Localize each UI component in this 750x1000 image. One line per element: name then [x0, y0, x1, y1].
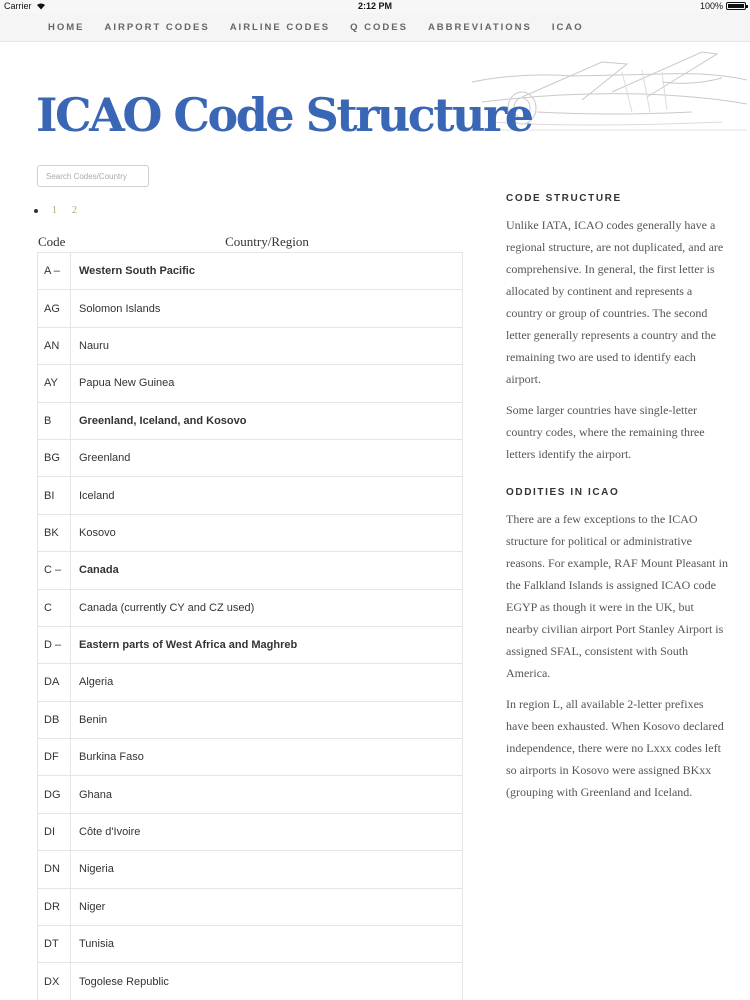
table-row	[38, 963, 463, 1000]
cell-code: AN	[38, 327, 71, 364]
page-link-2[interactable]: 2	[72, 205, 77, 216]
nav-item-q-codes[interactable]: Q CODES	[350, 21, 408, 33]
section-oddities	[506, 487, 728, 803]
table-row	[38, 514, 463, 551]
table-row	[38, 888, 463, 925]
cell-code: B	[38, 402, 71, 439]
cell-code: C –	[38, 552, 71, 589]
battery-icon	[726, 2, 746, 10]
table-row	[38, 477, 463, 514]
cell-code: D –	[38, 626, 71, 663]
cell-code: DB	[38, 701, 71, 738]
cell-code: BK	[38, 514, 71, 551]
codes-table	[37, 252, 463, 1000]
cell-country: Kosovo	[71, 514, 463, 551]
cell-country: Benin	[71, 701, 463, 738]
table-row	[38, 926, 463, 963]
cell-country: Canada (currently CY and CZ used)	[71, 589, 463, 626]
cell-country: Algeria	[71, 664, 463, 701]
cell-code: DR	[38, 888, 71, 925]
cell-code: AG	[38, 290, 71, 327]
table-row	[38, 701, 463, 738]
section-paragraph: Some larger countries have single-letter country codes, where the remaining three letters identify the airport.	[506, 403, 705, 461]
sidebar	[506, 190, 728, 812]
cell-country: Greenland, Iceland, and Kosovo	[71, 402, 463, 439]
cell-code: DG	[38, 776, 71, 813]
battery-percent: 100%	[699, 1, 723, 11]
table-region-row	[38, 626, 463, 663]
search-input[interactable]	[37, 165, 149, 187]
cell-country: Western South Pacific	[71, 253, 463, 290]
pagination	[34, 205, 92, 216]
cell-country: Togolese Republic	[71, 963, 463, 1000]
cell-code: C	[38, 589, 71, 626]
cell-country: Côte d'Ivoire	[71, 813, 463, 850]
table-row	[38, 439, 463, 476]
table-row	[38, 813, 463, 850]
page-link-1[interactable]: 1	[52, 205, 57, 216]
status-bar	[0, 0, 750, 13]
nav-item-abbreviations[interactable]: ABBREVIATIONS	[427, 21, 532, 33]
cell-country: Solomon Islands	[71, 290, 463, 327]
nav-item-airline-codes[interactable]: AIRLINE CODES	[229, 21, 331, 33]
nav-item-home[interactable]: HOME	[48, 21, 85, 33]
nav-list	[0, 13, 750, 41]
cell-code: BG	[38, 439, 71, 476]
table-row	[38, 664, 463, 701]
carrier-label: Carrier	[4, 1, 32, 11]
table-row	[38, 589, 463, 626]
cell-code: AY	[38, 365, 71, 402]
nav-item-icao[interactable]: ICAO	[551, 21, 584, 33]
cell-code: DT	[38, 926, 71, 963]
column-header-code: Code	[38, 234, 66, 249]
section-paragraph: In region L, all available 2-letter prefixes have been exhausted. When Kosovo declared independence, there were no Lxxx codes left so airports in Kosovo were assigned BKxx (grouping with Greenland and Iceland.	[506, 697, 724, 799]
section-heading: ODDITIES IN ICAO	[506, 487, 620, 498]
cell-country: Tunisia	[71, 926, 463, 963]
cell-country: Nauru	[71, 327, 463, 364]
status-time: 2:12 PM	[357, 1, 392, 11]
cell-code: BI	[38, 477, 71, 514]
cell-code: DN	[38, 851, 71, 888]
column-header-country: Country/Region	[225, 234, 309, 249]
top-nav	[0, 13, 750, 42]
table-row	[38, 851, 463, 888]
table-row	[38, 365, 463, 402]
section-paragraph: Unlike IATA, ICAO codes generally have a regional structure, are not duplicated, and are comprehensive. In general, the first letter is allocated by continent and represents a country or group of countries. The second letter generally represents a country and the remaining two are used to identify each airport.	[506, 218, 724, 386]
table-row	[38, 290, 463, 327]
codes-table-body	[38, 253, 463, 1000]
cell-code: DF	[38, 739, 71, 776]
cell-country: Burkina Faso	[71, 739, 463, 776]
cell-country: Papua New Guinea	[71, 365, 463, 402]
table-row	[38, 776, 463, 813]
cell-code: DX	[38, 963, 71, 1000]
cell-country: Iceland	[71, 477, 463, 514]
bullet-icon	[34, 209, 38, 213]
table-region-row	[38, 402, 463, 439]
table-header	[37, 233, 463, 251]
cell-code: A –	[38, 253, 71, 290]
section-heading: CODE STRUCTURE	[506, 193, 622, 204]
status-right	[700, 1, 746, 11]
nav-item-airport-codes[interactable]: AIRPORT CODES	[104, 21, 210, 33]
table-row	[38, 327, 463, 364]
cell-country: Canada	[71, 552, 463, 589]
cell-code: DI	[38, 813, 71, 850]
table-region-row	[38, 253, 463, 290]
cell-code: DA	[38, 664, 71, 701]
cell-country: Niger	[71, 888, 463, 925]
table-region-row	[38, 552, 463, 589]
page-title: ICAO Code Structure	[36, 88, 532, 142]
section-paragraph: There are a few exceptions to the ICAO structure for political or administrative reasons. For example, RAF Mount Pleasant in the Falkland Islands is assigned ICAO code EGYP as though it were in the UK, but nearby civilian airport Port Stanley Airport is assigned SFAL, consistent with South America.	[506, 512, 728, 680]
section-code-structure	[506, 193, 728, 465]
battery-fill	[728, 4, 744, 8]
cell-country: Ghana	[71, 776, 463, 813]
cell-country: Nigeria	[71, 851, 463, 888]
cell-country: Eastern parts of West Africa and Maghreb	[71, 626, 463, 663]
cell-country: Greenland	[71, 439, 463, 476]
table-row	[38, 739, 463, 776]
